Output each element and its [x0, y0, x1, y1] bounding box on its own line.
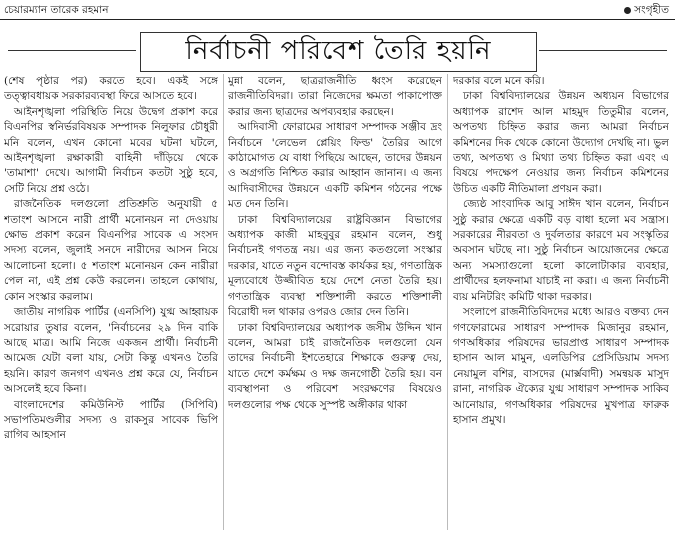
- article-body: [4, 74, 671, 530]
- column-divider: [447, 74, 448, 530]
- bullet-icon: [624, 7, 631, 14]
- source-credit-label: সংগৃহীত: [634, 4, 669, 16]
- column-2: [228, 74, 442, 530]
- column-3: [453, 74, 669, 530]
- source-credit: [624, 3, 669, 20]
- paragraph: জ্যেষ্ঠ সাংবাদিক আবু সাঈদ খান বলেন, নির্বাচন সুষ্ঠু করার ক্ষেত্রে একটি বড় বাধা হলো মব সন্ত্রাস। সরকারের নীরবতা ও দুর্বলতার কারণে মব সংস্কৃতির অবসান ঘটছে না। সুষ্ঠু নির্বাচন আয়োজনের ক্ষেত্রে অন্য সমস্যাগুলো হলো কালোটাকার ব্যবহার, প্রার্থীদের হলফনামা যাচাই না করা। এ জন্য নির্বাচনী ব্যয় মনিটরিং কমিটি থাকা দরকার।: [453, 198, 669, 303]
- paragraph: রাজনৈতিক দলগুলো প্রতিশ্রুতি অনুযায়ী ৫ শতাংশ আসনে নারী প্রার্থী মনোনয়ন না দেওয়ায় ক্ষোভ প্রকাশ করেন বিএনপির সাবেক এ সংসদ সদস্য বলেন, জুলাই সনদে নারীদের আসন নিয়ে আলোচনা হলো। ৫ শতাংশ মনোনয়ন কেন নারীরা পেল না, এই প্রশ্ন কেউ করলেন। তাহলে কোথায়, কোন সংস্কার করলাম।: [4, 198, 218, 303]
- header-left-text: চেয়ারম্যান তারেক রহমান: [4, 4, 109, 16]
- paragraph: মুন্না বলেন, ছাত্ররাজনীতি ধ্বংস করেছেন রাজনীতিবিদরা। তারা নিজেদের ক্ষমতা পাকাপোক্ত করার জন্য ছাত্রদের অপব্যবহার করছেন।: [228, 75, 442, 118]
- paragraph: ঢাকা বিশ্ববিদ্যালয়ের রাষ্ট্রবিজ্ঞান বিভাগের অধ্যাপক কাজী মাহবুবুর রহমান বলেন, শুধু নির্বাচনই গণতন্ত্র নয়। এর জন্য কতগুলো সংস্কার দরকার, যাতে নতুন বন্দোবস্ত কার্যকর হয়, গণতান্ত্রিক মূল্যবোধে উজ্জীবিত হয়ে দেশে নেতা তৈরি হয়। গণতান্ত্রিক ব্যবস্থা শক্তিশালী করতে শক্তিশালী বিরোধী দল থাকার ওপরও জোর দেন তিনি।: [228, 213, 442, 319]
- headline-right-rule: [539, 50, 667, 51]
- paragraph: ঢাকা বিশ্ববিদ্যালয়ের অধ্যাপক জসীম উদ্দিন খান বলেন, আমরা চাই রাজনৈতিক দলগুলো যেন তাদের নির্বাচনী ইশতেহারে শিক্ষাকে গুরুত্ব দেয়, যাতে দেশে কর্মক্ষম ও দক্ষ জনগোষ্ঠী তৈরি হয়। বন ব্যবস্থাপনা ও পরিবেশ সংরক্ষণের বিষয়েও দলগুলোর পক্ষ থেকে সুস্পষ্ট অঙ্গীকার থাকা: [228, 321, 442, 411]
- header-rule: [0, 19, 675, 20]
- headline: নির্বাচনী পরিবেশ তৈরি হয়নি: [140, 32, 537, 72]
- paragraph: বাংলাদেশের কমিউনিস্ট পার্টির (সিপিবি) সভাপতিমণ্ডলীর সদস্য ও রাকসুর সাবেক ভিপি রাগিব আহসান: [4, 398, 218, 442]
- paragraph: জাতীয় নাগরিক পার্টির (এনসিপি) যুগ্ম আহ্বায়ক সরোয়ার তুষার বলেন, 'নির্বাচনের ২৯ দিন বাকি আছে মাত্র। আমি নিজে একজন প্রার্থী। নির্বাচনী আমেজ যেটা বলা যায়, সেটা কিন্তু এখনও তৈরি হয়নি। কারণ জনগণ এখনও প্রশ্ন করে যে, নির্বাচন আসলেই হবে কিনা।: [4, 306, 218, 396]
- paragraph: (শেষ পৃষ্ঠার পর) করতে হবে। একই সঙ্গে তত্ত্বাবধায়ক সরকারব্যবস্থা ফিরে আসতে হবে।: [4, 75, 218, 103]
- paragraph: আদিবাসী ফোরামের সাধারণ সম্পাদক সঞ্জীব দ্রং নির্বাচনে 'লেভেল প্লেয়িং ফিল্ড' তৈরির আগে কাঠামোগত যে বাধা পিছিয়ে আছেন, তাদের উন্নয়ন ও অগ্রগতি নিশ্চিত করার আহ্বান জানান। এ জন্য আদিবাসীদের উন্নয়নে একটি কমিশন গঠনের পক্ষে মত দেন তিনি।: [228, 121, 442, 211]
- headline-left-rule: [8, 50, 136, 51]
- paragraph: ঢাকা বিশ্ববিদ্যালয়ের উন্নয়ন অধ্যয়ন বিভাগের অধ্যাপক রাশেদ আল মাহমুদ তিতুমীর বলেন, অপতথ্য চিহ্নিত করার জন্য আমরা নির্বাচন কমিশনের দিক থেকে কোনো উদ্যোগ দেখছি না। ভুল তথ্য, অপতথ্য ও মিথ্যা তথ্য চিহ্নিত করা এবং এ বিষয়ে পদক্ষেপ নেওয়ার জন্য নির্বাচন কমিশনের উচিত একটি নীতিমালা প্রণয়ন করা।: [453, 90, 669, 195]
- paragraph: সংলাপে রাজনীতিবিদদের মধ্যে আরও বক্তব্য দেন গণফোরামের সাধারণ সম্পাদক মিজানুর রহমান, গণঅধিকার পরিষদের ভারপ্রাপ্ত সাধারণ সম্পাদক হাসান আল মামুন, এলডিপির প্রেসিডিয়াম সদস্য নেয়ামুল বশির, বাসদের (মার্ক্সবাদী) সমন্বয়ক মাসুদ রানা, নাগরিক ঐক্যের যুগ্ম সাধারণ সম্পাদক সাকিব আনোয়ার, গণঅধিকার পরিষদের মুখপাত্র ফারুক হাসান প্রমুখ।: [453, 306, 669, 426]
- paragraph: আইনশৃঙ্খলা পরিস্থিতি নিয়ে উদ্বেগ প্রকাশ করে বিএনপির স্বনির্ভরবিষয়ক সম্পাদক নিলুফার চৌধুরী মনি বলেন, এখন কোনো মবের ঘটনা ঘটলে, আইনশৃঙ্খলা রক্ষাকারী বাহিনী দাঁড়িয়ে থেকে 'তামাশা' দেখে। আগামী নির্বাচন কতটা সুষ্ঠু হবে, সেটি নিয়ে প্রশ্ন ওঠে।: [4, 105, 218, 195]
- column-1: [4, 74, 218, 530]
- paragraph: দরকার বলে মনে করি।: [453, 75, 545, 87]
- column-divider: [223, 74, 224, 530]
